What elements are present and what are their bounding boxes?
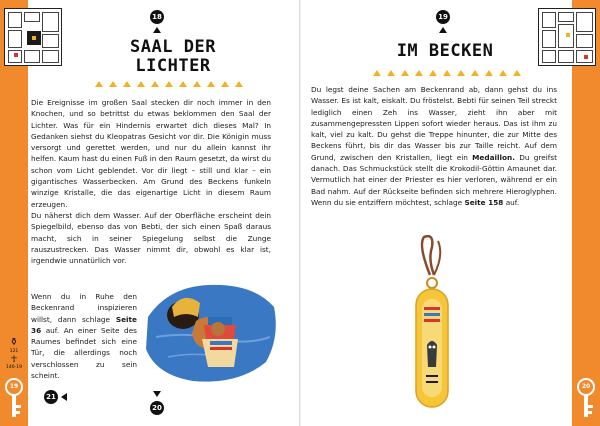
left-choice-text xyxy=(31,291,137,381)
key-page-marker-left xyxy=(4,378,24,418)
section-title-right: IM BECKEN xyxy=(396,41,494,61)
left-body-text xyxy=(31,97,271,266)
choice-text-pre: Wenn du in Ruhe den Beckenrand inspizieren willst, dann schlage xyxy=(31,292,137,324)
room-map-left xyxy=(4,8,62,66)
nav-left-number[interactable]: 21 xyxy=(44,390,58,404)
choice-text-post: auf. An einer Seite des Raumes befindet sich eine Tür, die allerdings noch verschlossen zu sein scheint. xyxy=(31,325,137,381)
page-reference-36[interactable]: Seite 36 xyxy=(31,314,137,335)
body-text-post: auf. xyxy=(503,197,520,207)
room-map-right xyxy=(538,8,596,66)
side-marker-number-2: 146-19 xyxy=(6,365,22,370)
body-text-pre: Du legst deine Sachen am Beckenrand ab, dann gehst du ins Wasser. Es ist kalt, eiskalt. Du fröstelst. Bebti für seinen Teil streckt lediglich einen Zeh ins Wasser, zieht ihn aber mit zusammengepressten Lippen sofort wieder heraus. Das ist ihm zu kalt, viel zu kalt. Du gehst die Treppe hinunter, die zur Mitte des Beckens führt, bis dir das Wasser bis zur Taille reicht. Auf dem Grund, zwischen den Kristallen, liegt ein xyxy=(311,85,557,162)
body-text-mid: Du greifst danach. Das Schmuckstück stellt die Krokodil-Göttin Amaunet dar. Vermutlich hat einer der Priester es hier verloren, während er ein Bad nahm. Auf der Rückseite befinden sich mehrere Hieroglyphen. Wenn du sie entziffern möchtest, schlage xyxy=(311,152,557,207)
medallion-illustration xyxy=(400,235,460,415)
medallion-keyword: Medaillon. xyxy=(472,152,515,162)
arrow-up-icon-right[interactable] xyxy=(439,27,447,33)
section-title-left xyxy=(88,38,258,76)
triangle-ornament-left xyxy=(95,80,245,88)
nav-down-number[interactable]: 20 xyxy=(150,401,164,415)
page-gutter xyxy=(299,0,301,426)
section-number-badge: 18 xyxy=(150,10,164,24)
triangle-ornament-right xyxy=(373,69,523,77)
page-number-right: 20 xyxy=(577,378,595,396)
water-reflection-illustration xyxy=(138,277,280,385)
arrow-left-icon[interactable] xyxy=(61,393,67,401)
title-line-2: LICHTER xyxy=(135,56,211,76)
arrow-down-icon[interactable] xyxy=(153,391,161,397)
page-reference-158[interactable]: Seite 158 xyxy=(464,197,504,207)
page-number-left: 19 xyxy=(5,378,23,396)
side-marker-number-1: 121 xyxy=(9,349,19,354)
title-line-1: SAAL DER xyxy=(130,37,216,57)
side-glyph-marker: ⚱ 121 ☥ 146-19 xyxy=(4,337,24,371)
right-body-text xyxy=(311,84,557,208)
key-page-marker-right xyxy=(576,378,596,418)
arrow-up-icon[interactable] xyxy=(153,27,161,33)
section-number-badge-right: 19 xyxy=(436,10,450,24)
paragraph-1: Die Ereignisse im großen Saal stecken dir noch immer in den Knochen, und so betrittst du etwas beklommen den Saal der Lichter. Was für ein Hindernis erwartet dich dieses Mal? In Gedanken siehst du Kleopatras Gesicht vor dir. Die Königin muss versorgt und gerettet werden, und nur du allein kannst ihr helfen. Kaum hast du einen Fuß in den Raum gesetzt, da wirst du schon vom Licht geblendet. Vor dir liegt – still und klar – ein gigantisches Wasserbecken. Am Grund des Beckens funkeln winzige Kristalle, die das eigenartige Licht in diesem Raum erzeugen. xyxy=(31,98,271,209)
paragraph-2: Du näherst dich dem Wasser. Auf der Oberfläche erscheint dein Spiegelbild, ebenso das von Bebti, der sich einen Spaß daraus macht, sich in seiner Spiegelung selbst die Zunge rauszustrecken. Das Wasser nimmt dir, obwohl es klar ist, irgendwie unnatürlich vor. xyxy=(31,210,271,266)
